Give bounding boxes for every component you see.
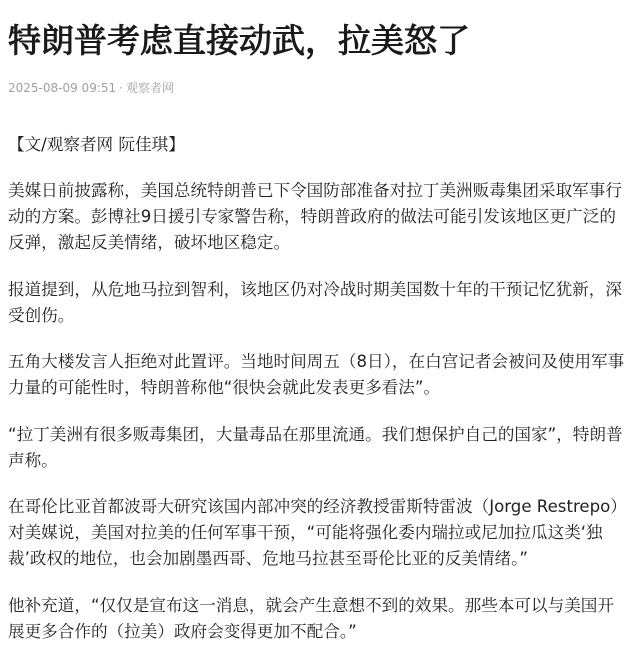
body-paragraph: 五角大楼发言人拒绝对此置评。当地时间周五（8日），在白宫记者会被问及使用军事力量的可能性时，特朗普称他“很快会就此发表更多看法”。	[8, 352, 625, 397]
body-paragraph: 他补充道，“仅仅是宣布这一消息，就会产生意想不到的效果。那些本可以与美国开展更多合作的（拉美）政府会变得更加不配合。”	[8, 596, 614, 641]
article-title: 特朗普考虑直接动武，拉美怒了	[8, 21, 470, 60]
article-meta	[8, 79, 174, 97]
byline-paragraph: 【文/观察者网 阮佳琪】	[8, 135, 185, 154]
body-paragraph: “拉丁美洲有很多贩毒集团，大量毒品在那里流通。我们想保护自己的国家”，特朗普声称。	[8, 425, 623, 470]
body-paragraph: 美媒日前披露称，美国总统特朗普已下令国防部准备对拉丁美洲贩毒集团采取军事行动的方案。彭博社9日援引专家警告称，特朗普政府的做法可能引发该地区更广泛的反弹，激起反美情绪，破坏地区稳定。	[8, 181, 622, 252]
publish-datetime: 2025-08-09 09:51	[8, 81, 117, 95]
meta-separator: ·	[119, 81, 123, 95]
body-paragraph: 报道提到，从危地马拉到智利，该地区仍对冷战时期美国数十年的干预记忆犹新，深受创伤。	[8, 280, 622, 325]
body-paragraph: 在哥伦比亚首都波哥大研究该国内部冲突的经济教授雷斯特雷波（Jorge Restrepo）对美媒说，美国对拉美的任何军事干预，“可能将强化委内瑞拉或尼加拉瓜这类‘独裁’政权的地位，也会加剧墨西哥、危地马拉甚至哥伦比亚的反美情绪。”	[8, 497, 627, 568]
source-name: 观察者网	[125, 81, 174, 95]
